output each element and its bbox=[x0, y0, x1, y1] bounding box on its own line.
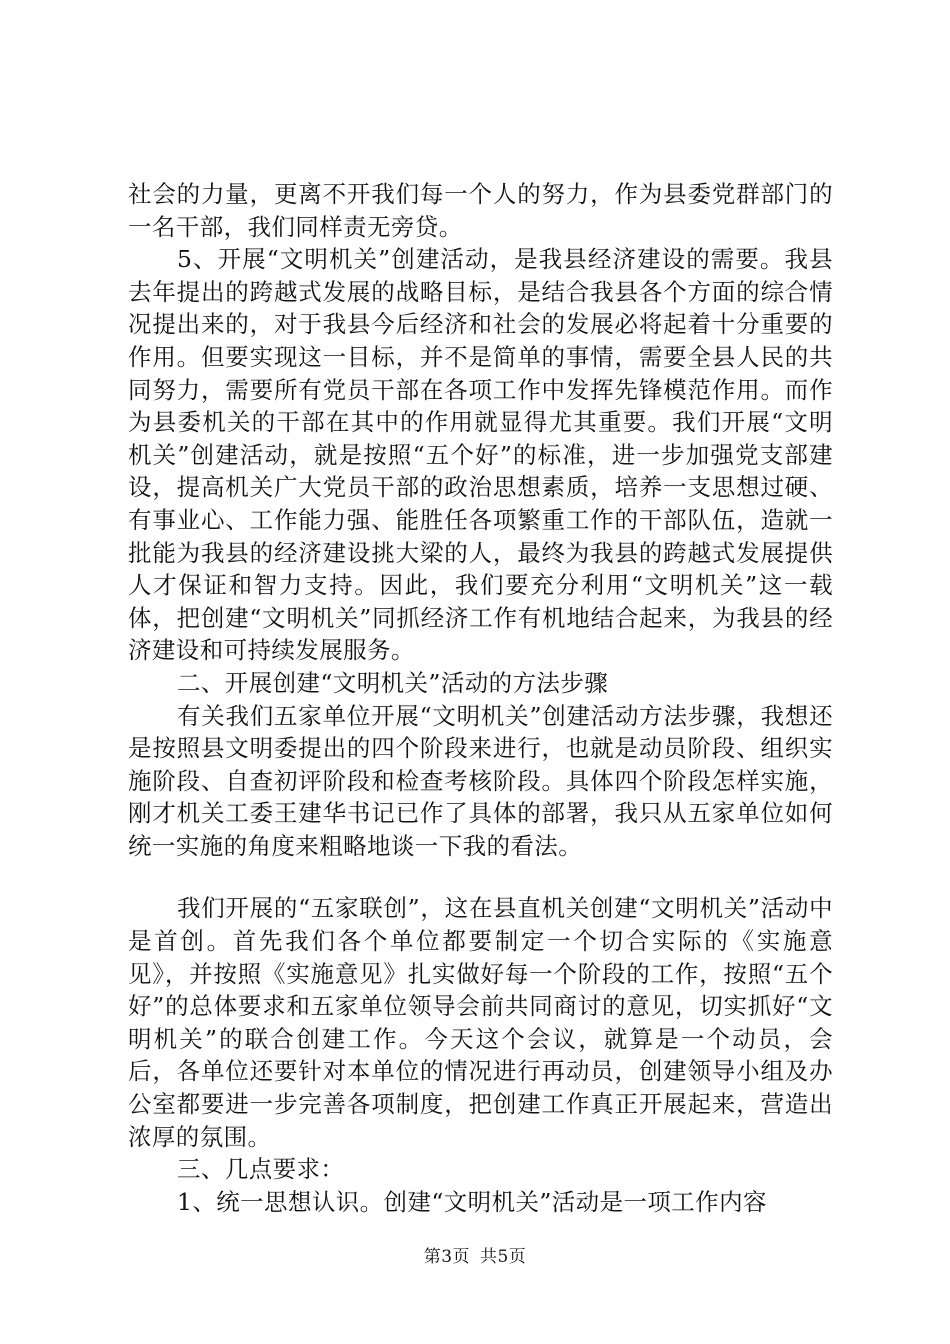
section-heading-2: 二、开展创建“文明机关”活动的方法步骤 bbox=[177, 668, 609, 697]
paragraph-continuation: 社会的力量，更离不开我们每一个人的努力，作为县委党群部门的一名干部，我们同样责无旁贷。 bbox=[128, 180, 833, 241]
page-total: 共5页 bbox=[479, 1247, 527, 1267]
paragraph-requirement-1: 1、统一思想认识。创建“文明机关”活动是一项工作内容 bbox=[177, 1187, 767, 1216]
paragraph-joint-creation: 我们开展的“五家联创”，这在县直机关创建“文明机关”活动中是首创。首先我们各个单位都要制定一个切合实际的《实施意见》，并按照《实施意见》扎实做好每一个阶段的工作，按照“五个好”的总体要求和五家单位领导会前共同商讨的意见，切实抓好“文明机关”的联合创建工作。今天这个会议，就算是一个动员，会后，各单位还要针对本单位的情况进行再动员，创建领导小组及办公室都要进一步完善各项制度，把创建工作真正开展起来，营造出浓厚的氛围。 bbox=[128, 894, 833, 1151]
page-number: 第3页 bbox=[423, 1247, 471, 1267]
paragraph-point-5: 5、开展“文明机关”创建活动，是我县经济建设的需要。我县去年提出的跨越式发展的战略目标，是结合我县各个方面的综合情况提出来的，对于我县今后经济和社会的发展必将起着十分重要的作用。但要实现这一目标，并不是简单的事情，需要全县人民的共同努力，需要所有党员干部在各项工作中发挥先锋模范作用。而作为县委机关的干部在其中的作用就显得尤其重要。我们开展“文明机关”创建活动，就是按照“五个好”的标准，进一步加强党支部建设，提高机关广大党员干部的政治思想素质，培养一支思想过硬、有事业心、工作能力强、能胜任各项繁重工作的干部队伍，造就一批能为我县的经济建设挑大梁的人，最终为我县的跨越式发展提供人才保证和智力支持。因此，我们要充分利用“文明机关”这一载体，把创建“文明机关”同抓经济工作有机地结合起来，为我县的经济建设和可持续发展服务。 bbox=[128, 245, 833, 665]
paragraph-method-steps: 有关我们五家单位开展“文明机关”创建活动方法步骤，我想还是按照县文明委提出的四个阶段来进行，也就是动员阶段、组织实施阶段、自查初评阶段和检查考核阶段。具体四个阶段怎样实施，刚才机关工委王建华书记已作了具体的部署，我只从五家单位如何统一实施的角度来粗略地谈一下我的看法。 bbox=[128, 701, 833, 860]
document-body bbox=[128, 178, 833, 1218]
page-footer bbox=[0, 1242, 950, 1267]
section-heading-3: 三、几点要求： bbox=[177, 1155, 345, 1184]
